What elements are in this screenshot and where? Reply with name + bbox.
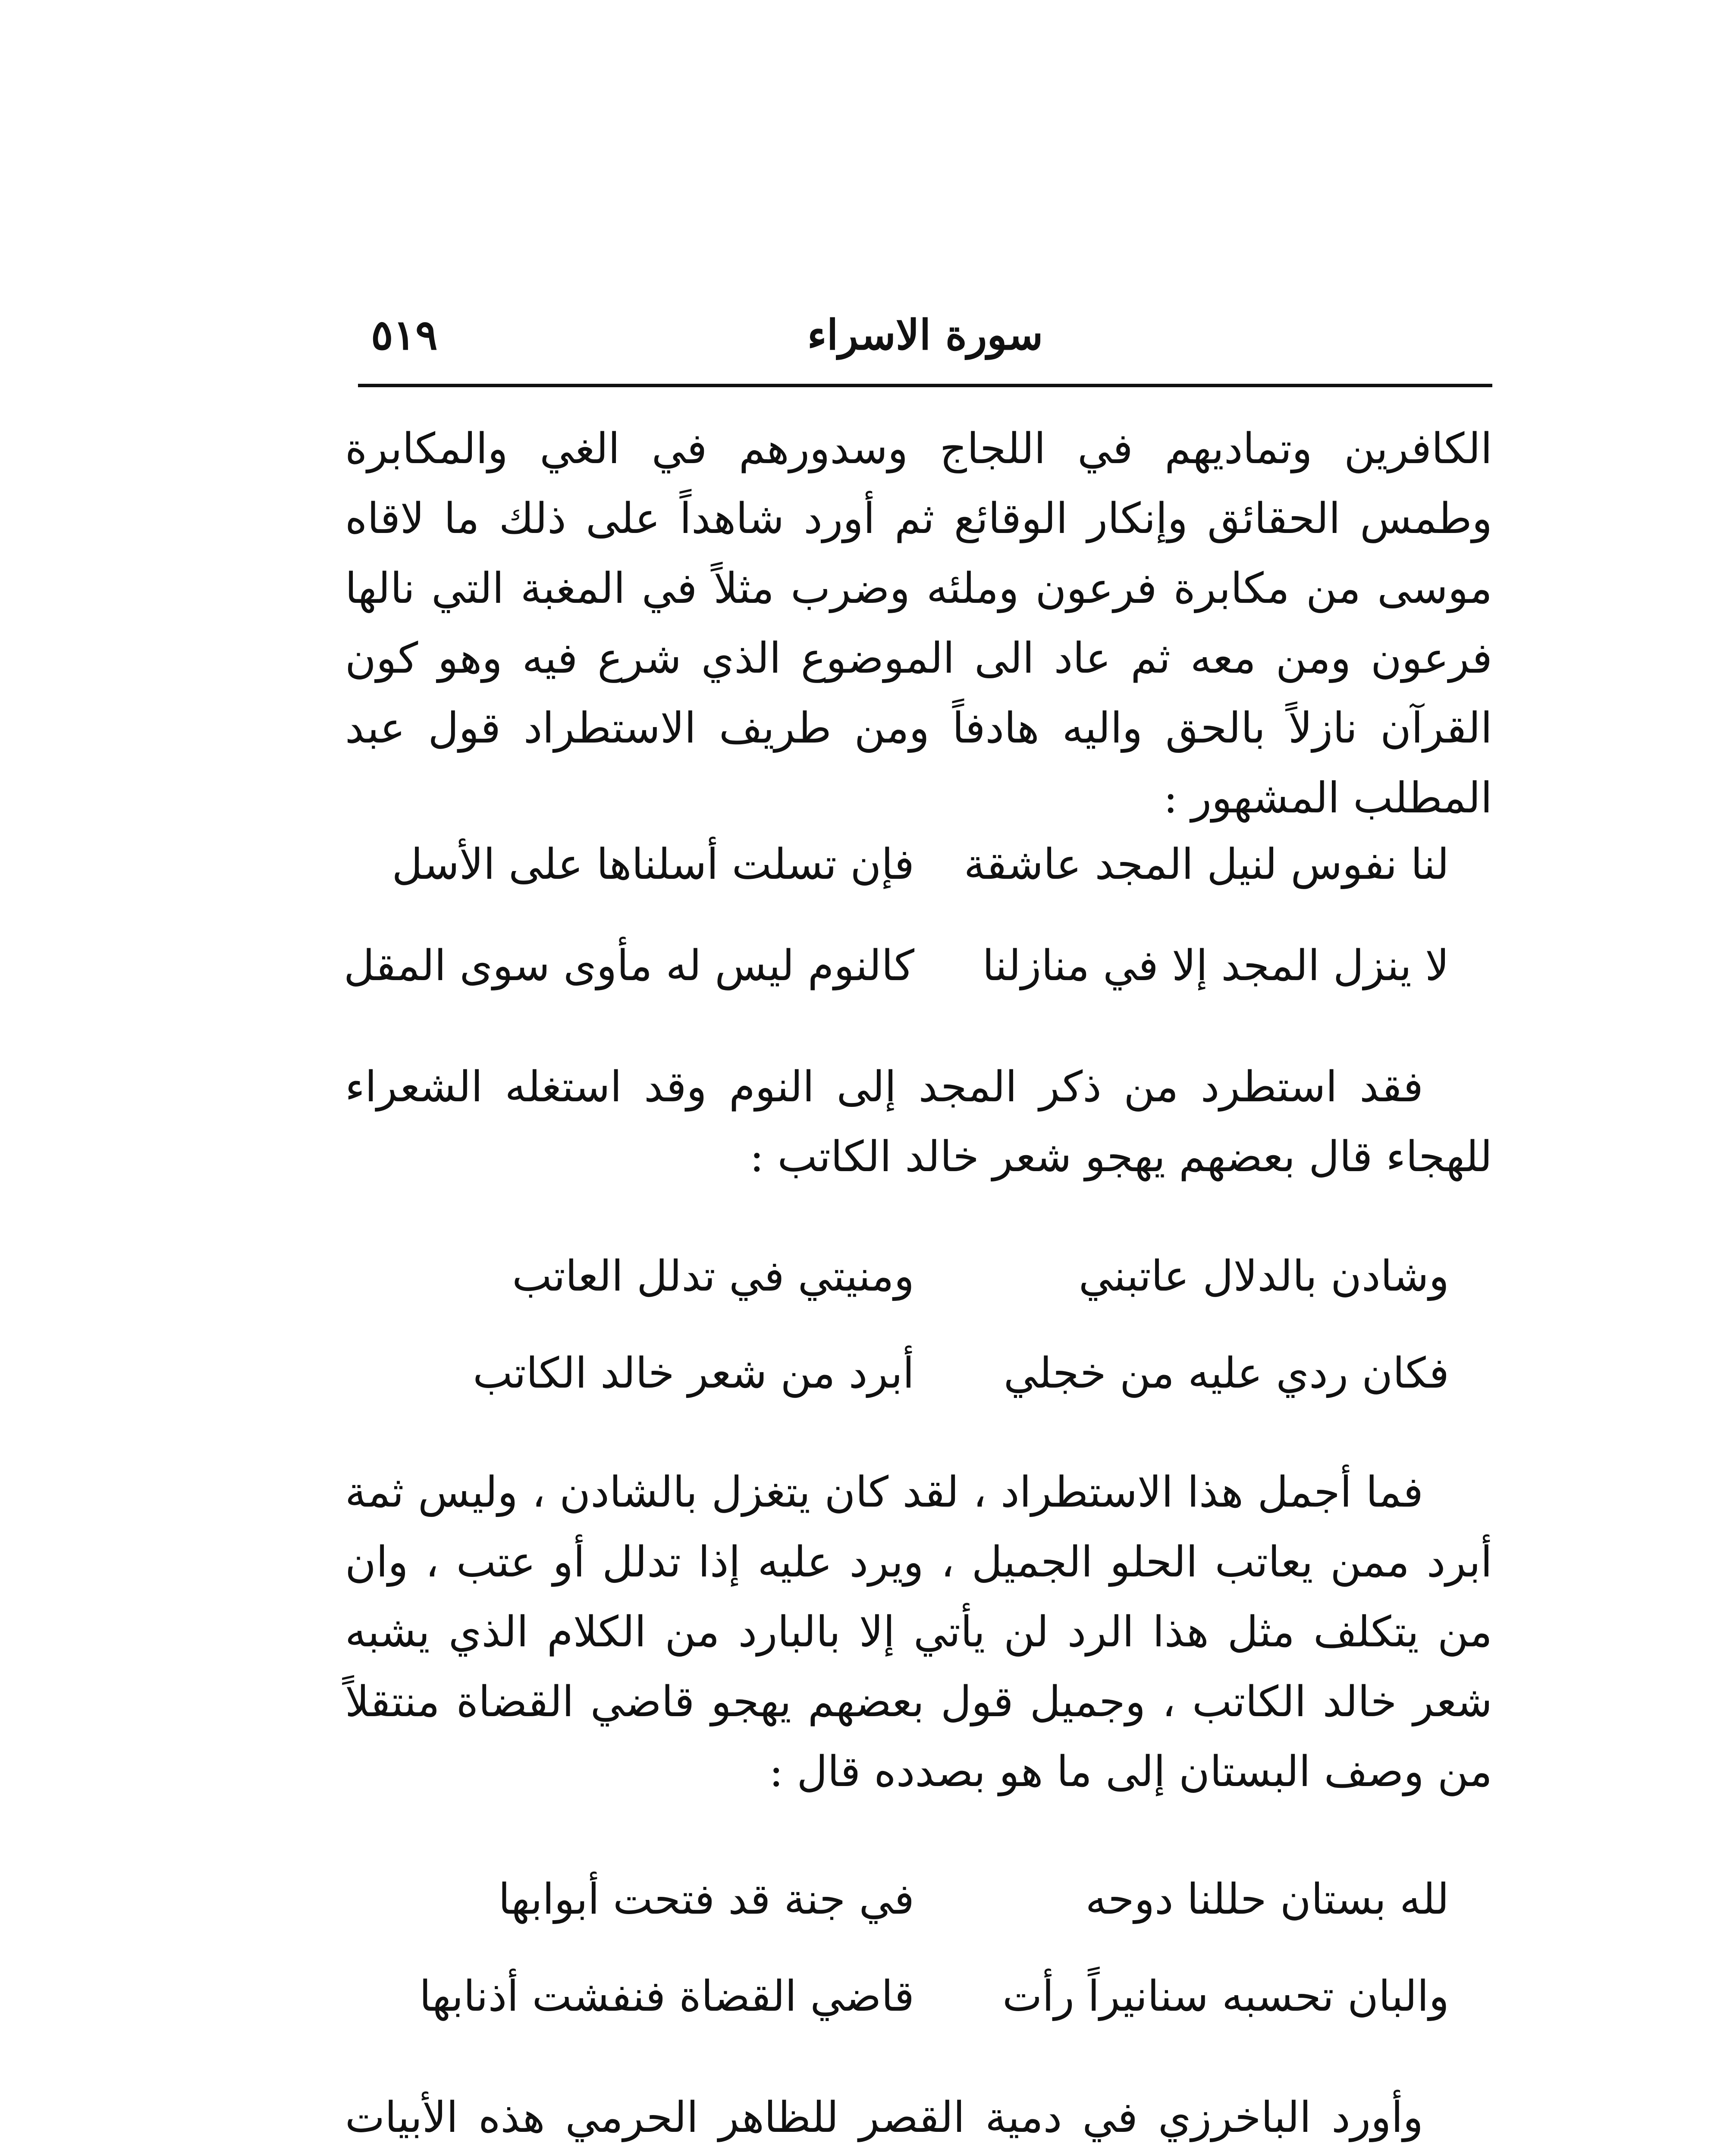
verse-second-hemistich: في جنة قد فتحت أبوابها	[498, 1875, 914, 1924]
verse-second-hemistich: قاضي القضاة فنفشت أذنابها	[419, 1972, 914, 2021]
paragraph-3: فما أجمل هذا الاستطراد ، لقد كان يتغزل بالشادن ، وليس ثمة أبرد ممن يعاتب الحلو الجميل ، ويرد عليه إذا تدلل أو عتب ، وان من يتكلف مثل هذا الرد لن يأتي إلا بالبارد من الكلام الذي يشبه شعر خالد الكاتب ، وجميل قول بعضهم يهجو قاضي القضاة منتقلاً من وصف البستان إلى ما هو بصدده قال :	[345, 1468, 1492, 1796]
verse-5	[380, 1867, 1449, 1932]
paragraph-1: الكافرين وتماديهم في اللجاج وسدورهم في الغي والمكابرة وطمس الحقائق وإنكار الوقائع ثم أورد شاهداً على ذلك ما لاقاه موسى من مكابرة فرعون وملئه وضرب مثلاً في المغبة التي نالها فرعون ومن معه ثم عاد الى الموضوع الذي شرع فيه وهو كون القرآن نازلاً بالحق واليه هادفاً ومن طريف الاستطراد قول عبد المطلب المشهور :	[345, 424, 1492, 823]
verse-first-hemistich: لله بستان حللنا دوحه	[1085, 1875, 1449, 1924]
verse-1	[380, 832, 1449, 897]
verse-first-hemistich: والبان تحسبه سنانيراً رأت	[1002, 1972, 1449, 2021]
surah-title: سورة الاسراء	[807, 310, 1043, 359]
verse-second-hemistich: أبرد من شعر خالد الكاتب	[473, 1349, 914, 1398]
verse-3	[380, 1244, 1449, 1309]
verse-first-hemistich: وشادن بالدلال عاتبني	[1078, 1252, 1449, 1301]
verse-6	[380, 1964, 1449, 2029]
verse-first-hemistich: لا ينزل المجد إلا في منازلنا	[982, 941, 1449, 990]
paragraph-4: وأورد الباخرزي في دمية القصر للظاهر الحرمي هذه الأبيات	[345, 2093, 1423, 2142]
page-number: ٥١٩	[371, 310, 438, 359]
header-rule	[358, 384, 1492, 387]
verse-first-hemistich: لنا نفوس لنيل المجد عاشقة	[964, 840, 1449, 889]
verse-second-hemistich: كالنوم ليس له مأوى سوى المقل	[343, 941, 914, 990]
verse-first-hemistich: فكان ردي عليه من خجلي	[1003, 1349, 1449, 1398]
verse-second-hemistich: ومنيتي في تدلل العاتب	[512, 1252, 914, 1301]
verse-second-hemistich: فإن تسلت أسلناها على الأسل	[392, 840, 914, 889]
paragraph-2: فقد استطرد من ذكر المجد إلى النوم وقد استغله الشعراء للهجاء قال بعضهم يهجو شعر خالد الكاتب :	[345, 1062, 1492, 1181]
verse-2	[343, 934, 1449, 998]
verse-4	[380, 1341, 1449, 1406]
page-header	[358, 302, 1492, 375]
